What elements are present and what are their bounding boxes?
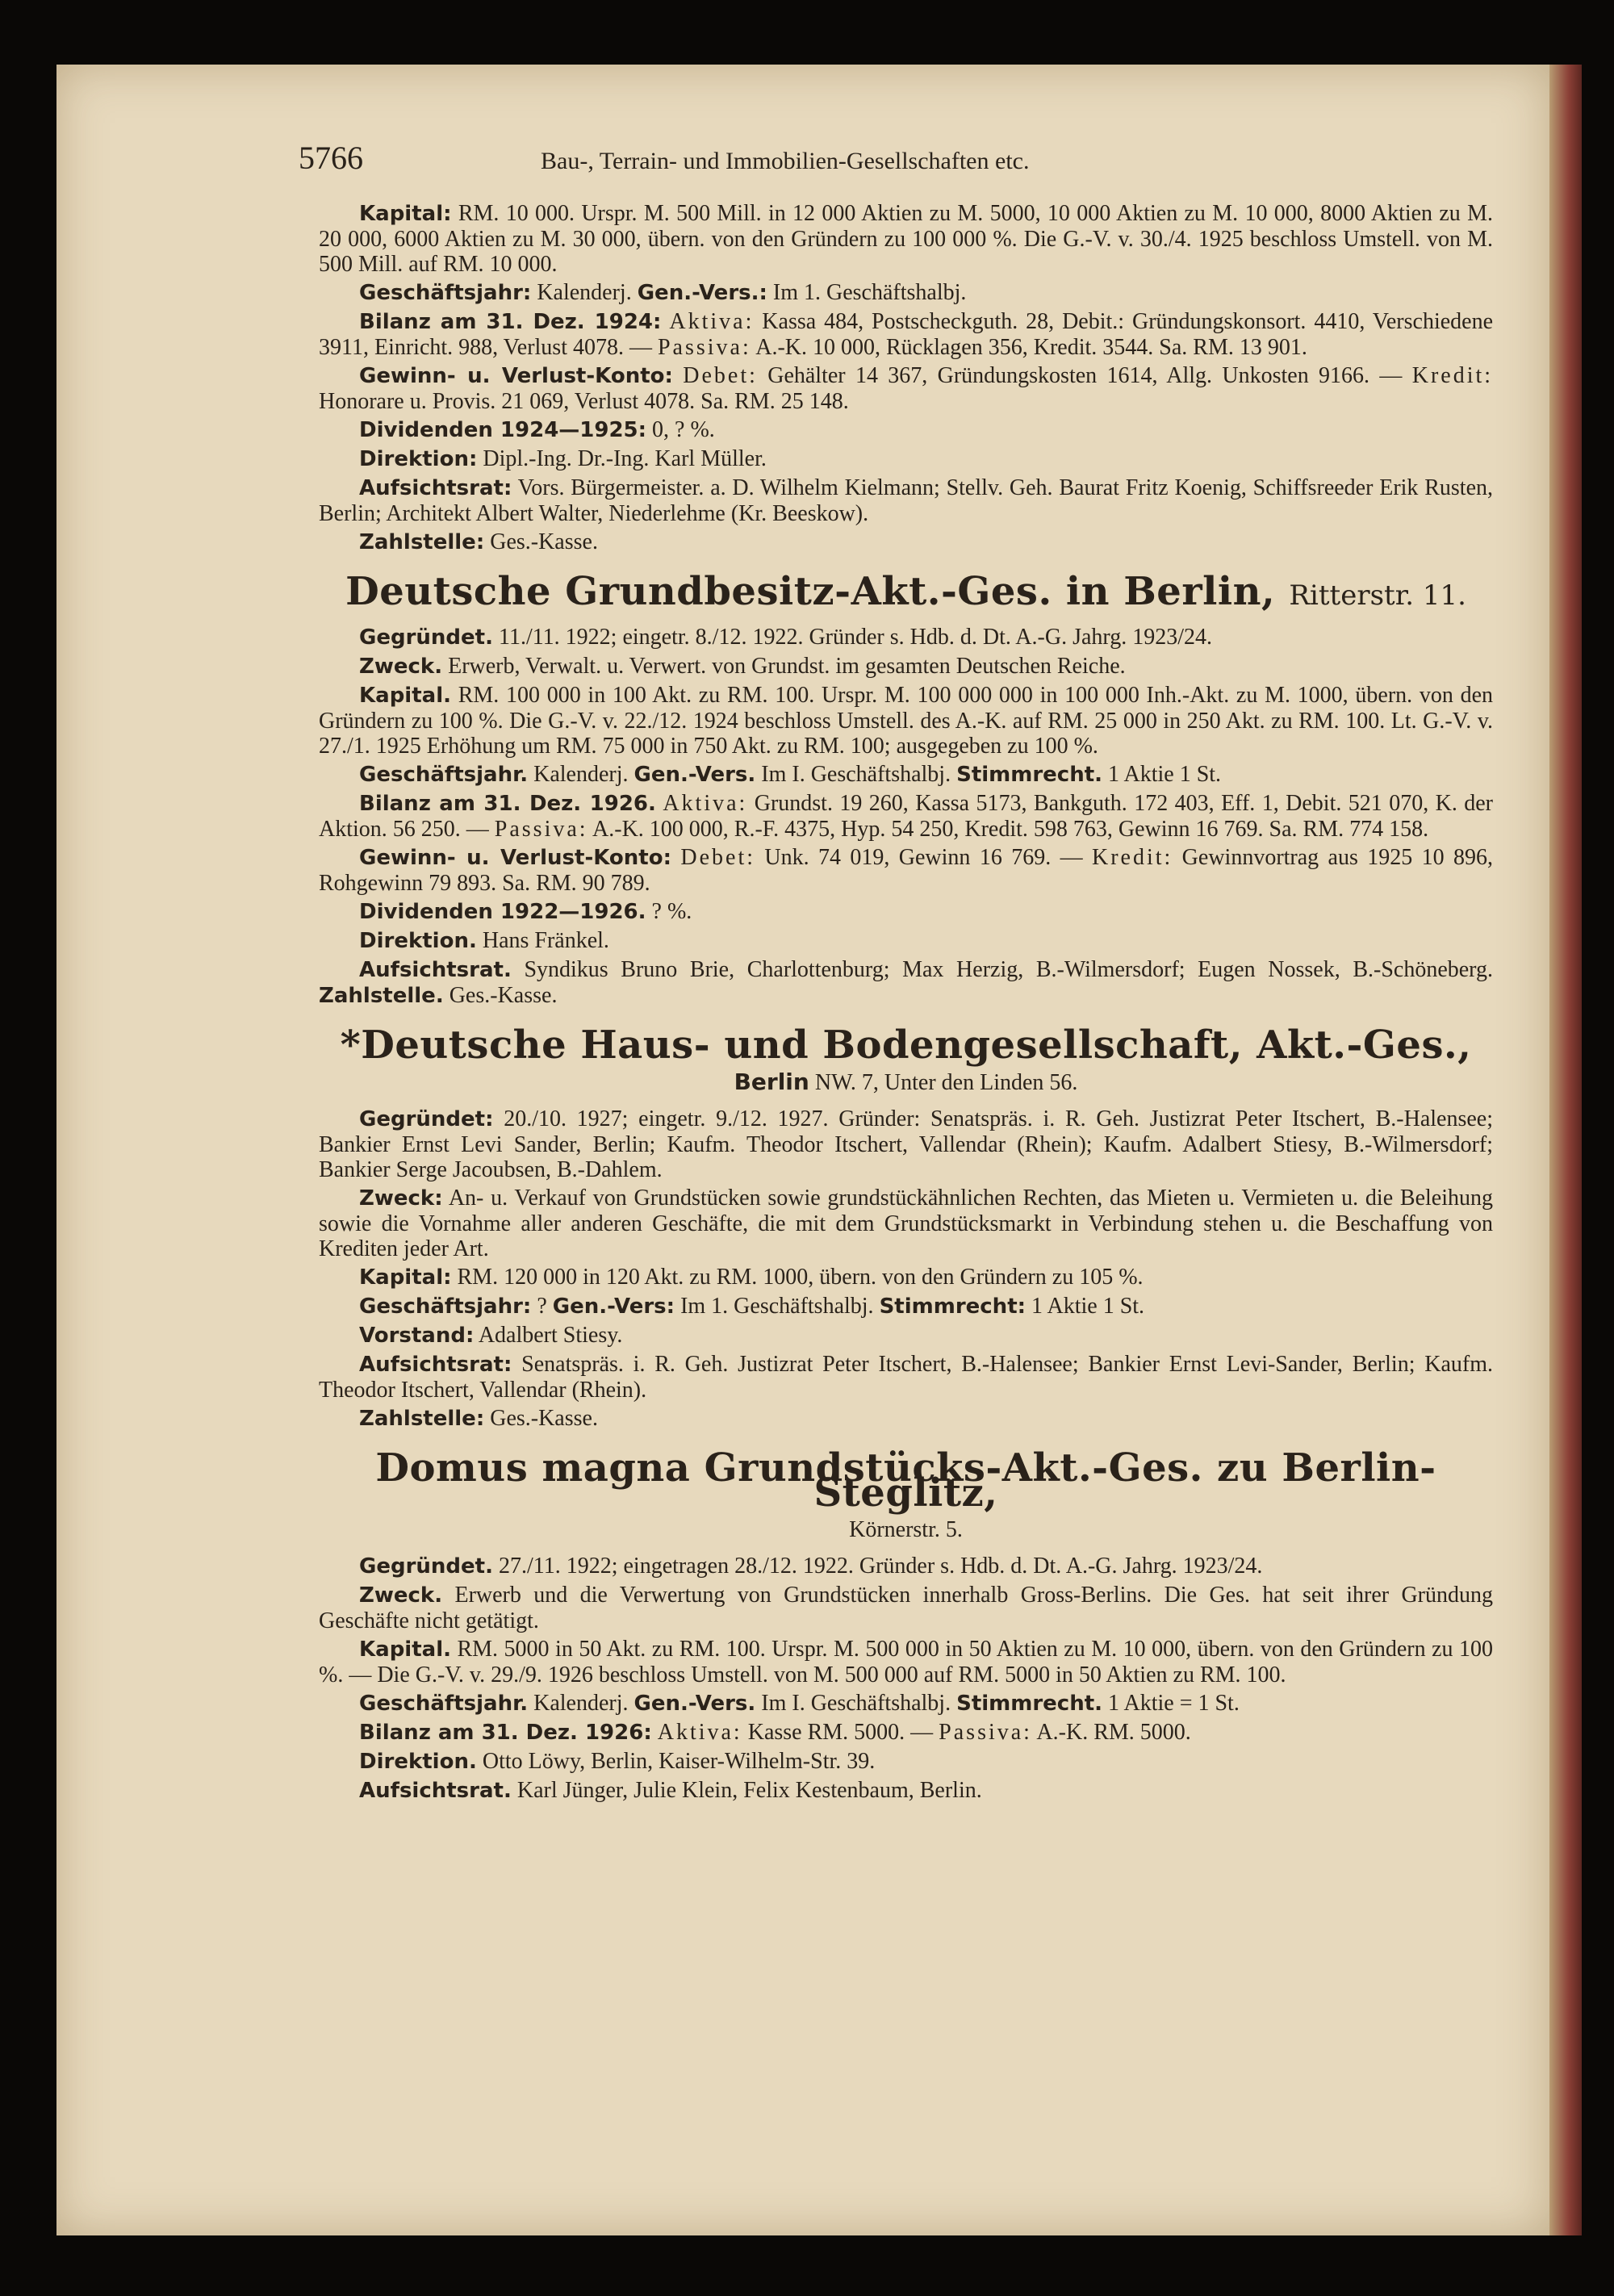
entry-1-aufsichtsrat: Aufsichtsrat: Vors. Bürgermeister. a. D. Wilhelm Kielmann; Stellv. Geh. Baurat Fritz Koenig, Schiffsreeder Erik Rusten, Berlin; Architekt Albert Walter, Niederlehme (Kr. Beeskow). xyxy=(319,475,1493,526)
entry-1-bilanz: Bilanz am 31. Dez. 1924: Aktiva: Kassa 484, Postscheckguth. 28, Debit.: Gründungskonsort. 4410, Verschiedene 3911, Einricht. 988, Verlust 4078. — Passiva: A.-K. 10 000, Rücklagen 356, Kredit. 3544. Sa. RM. 13 901. xyxy=(319,309,1494,360)
entry-2-bilanz: Bilanz am 31. Dez. 1926. Aktiva: Grundst. 19 260, Kassa 5173, Bankguth. 172 403, Eff. 1, Debit. 521 070, K. der Aktion. 56 250. — Passiva: A.-K. 100 000, R.-F. 4375, Hyp. 54 250, Kredit. 598 763, Gewinn 16 769. Sa. RM. 774 158. xyxy=(319,791,1494,842)
entry-2-zweck: Zweck. Erwerb, Verwalt. u. Verwert. von Grundst. im gesamten Deutschen Reiche. xyxy=(359,654,1126,679)
entry-4 xyxy=(319,1445,1494,1804)
entry-3-zweck: Zweck: An- u. Verkauf von Grundstücken sowie grundstückähnlichen Rechten, das Mieten u. Vermieten u. die Beleihung sowie die Vornahme aller anderen Geschäfte, die mit dem Grundstücksmarkt in Verbindung stehen u. die Beschaffung von Krediten jeder Art. xyxy=(319,1186,1493,1261)
book-edge xyxy=(1549,65,1582,2235)
entry-4-aufsichtsrat: Aufsichtsrat. Karl Jünger, Julie Klein, Felix Kestenbaum, Berlin. xyxy=(359,1778,982,1803)
entry-1-zahlstelle: Zahlstelle: Ges.-Kasse. xyxy=(359,529,598,554)
entry-1-kapital: Kapital: RM. 10 000. Urspr. M. 500 Mill. in 12 000 Aktien zu M. 5000, 10 000 Aktien zu M. 10 000, 8000 Aktien zu M. 20 000, 6000 Aktien zu M. 30 000, übern. von den Gründern zu 100 000 %. Die G.-V. v. 30./4. 1925 beschloss Umstell. von M. 500 Mill. auf RM. 10 000. xyxy=(319,201,1494,277)
entry-1-dividenden: Dividenden 1924—1925: 0, ? %. xyxy=(359,417,715,442)
entry-3 xyxy=(319,1023,1493,1432)
entry-2-title: Deutsche Grundbesitz-Akt.-Ges. in Berlin, Ritterstr. 11. xyxy=(345,569,1466,614)
entry-2-direktion: Direktion. Hans Fränkel. xyxy=(359,928,609,953)
entry-2-dividenden: Dividenden 1922—1926. ? %. xyxy=(359,899,692,924)
entry-3-zahlstelle: Zahlstelle: Ges.-Kasse. xyxy=(359,1406,598,1431)
entry-2-aufsichtsrat: Aufsichtsrat. Syndikus Bruno Brie, Charlottenburg; Max Herzig, B.-Wilmersdorf; Eugen Nossek, B.-Schöneberg. Zahlstelle. Ges.-Kasse. xyxy=(319,957,1493,1008)
entry-1 xyxy=(319,201,1493,555)
entry-2 xyxy=(319,569,1494,1009)
entry-4-geschaeftsjahr: Geschäftsjahr. Kalenderj. Gen.-Vers. Im I. Geschäftshalbj. Stimmrecht. 1 Aktie = 1 St. xyxy=(359,1691,1240,1716)
entry-2-gegruendet: Gegründet. 11./11. 1922; eingetr. 8./12. 1922. Gründer s. Hdb. d. Dt. A.-G. Jahrg. 1923/24. xyxy=(359,625,1212,650)
page-number: 5766 xyxy=(299,140,363,176)
running-header xyxy=(299,140,1493,176)
entry-1-guv: Gewinn- u. Verlust-Konto: Debet: Gehälter 14 367, Gründungskosten 1614, Allg. Unkosten 9166. — Kredit: Honorare u. Provis. 21 069, Verlust 4078. Sa. RM. 25 148. xyxy=(319,363,1494,414)
entry-4-bilanz: Bilanz am 31. Dez. 1926: Aktiva: Kasse RM. 5000. — Passiva: A.-K. RM. 5000. xyxy=(359,1720,1191,1745)
entry-4-direktion: Direktion. Otto Löwy, Berlin, Kaiser-Wilhelm-Str. 39. xyxy=(359,1749,876,1774)
entry-2-kapital: Kapital. RM. 100 000 in 100 Akt. zu RM. 100. Urspr. M. 100 000 000 in 100 000 Inh.-Akt. zu M. 1000, übern. von den Gründern zu 100 %. Die G.-V. v. 22./12. 1924 beschloss Umstell. des A.-K. auf RM. 25 000 in 250 Akt. zu RM. 100. Lt. G.-V. v. 27./1. 1925 Erhöhung um RM. 75 000 in 750 Akt. zu RM. 100; ausgegeben zu 100 %. xyxy=(319,683,1493,759)
entry-3-aufsichtsrat: Aufsichtsrat: Senatspräs. i. R. Geh. Justizrat Peter Itschert, B.-Halensee; Bankier Ernst Levi-Sander, Berlin; Kaufm. Theodor Itschert, Vallendar (Rhein). xyxy=(319,1352,1493,1403)
page-text xyxy=(299,140,1494,1807)
entry-1-geschaeftsjahr: Geschäftsjahr: Kalenderj. Gen.-Vers.: Im 1. Geschäftshalbj. xyxy=(359,280,967,305)
entry-3-kapital: Kapital: RM. 120 000 in 120 Akt. zu RM. 1000, übern. von den Gründern zu 105 %. xyxy=(359,1265,1144,1290)
entry-2-guv: Gewinn- u. Verlust-Konto: Debet: Unk. 74 019, Gewinn 16 769. — Kredit: Gewinnvortrag aus 1925 10 896, Rohgewinn 79 893. Sa. RM. 90 789. xyxy=(319,845,1494,896)
entry-3-gegruendet: Gegründet: 20./10. 1927; eingetr. 9./12. 1927. Gründer: Senatspräs. i. R. Geh. Justizrat Peter Itschert, B.-Halensee; Bankier Ernst Levi Sander, Berlin; Kaufm. Theodor Itschert, Vallendar (Rhein); Kaufm. Adalbert Stiesy, B.-Wilmersdorf; Bankier Serge Jacoubsen, B.-Dahlem. xyxy=(319,1106,1493,1182)
entry-4-address: Körnerstr. 5. xyxy=(849,1517,963,1542)
entry-3-geschaeftsjahr: Geschäftsjahr: ? Gen.-Vers: Im 1. Geschäftshalbj. Stimmrecht: 1 Aktie 1 St. xyxy=(359,1294,1145,1319)
entry-4-zweck: Zweck. Erwerb und die Verwertung von Grundstücken innerhalb Gross-Berlins. Die Ges. hat seit ihrer Gründung Geschäfte nicht getätigt. xyxy=(319,1583,1494,1633)
entry-4-kapital: Kapital. RM. 5000 in 50 Akt. zu RM. 100. Urspr. M. 500 000 in 50 Aktien zu M. 10 000, übern. von den Gründern zu 100 %. — Die G.-V. v. 29./9. 1926 beschloss Umstell. von M. 500 000 auf RM. 5000 in 50 Aktien zu RM. 100. xyxy=(319,1637,1494,1687)
entry-3-address: Berlin NW. 7, Unter den Linden 56. xyxy=(734,1069,1078,1095)
entry-3-title: *Deutsche Haus- und Bodengesellschaft, Akt.-Ges., xyxy=(340,1023,1472,1068)
entry-1-direktion: Direktion: Dipl.-Ing. Dr.-Ing. Karl Müller. xyxy=(359,446,767,471)
entry-4-gegruendet: Gegründet. 27./11. 1922; eingetragen 28./12. 1922. Gründer s. Hdb. d. Dt. A.-G. Jahrg. 1923/24. xyxy=(359,1554,1263,1579)
entry-2-geschaeftsjahr: Geschäftsjahr. Kalenderj. Gen.-Vers. Im I. Geschäftshalbj. Stimmrecht. 1 Aktie 1 St. xyxy=(359,762,1222,787)
entry-3-vorstand: Vorstand: Adalbert Stiesy. xyxy=(359,1323,623,1348)
entry-4-title: Domus magna Grundstücks-Akt.-Ges. zu Berlin-Steglitz, xyxy=(375,1445,1436,1516)
running-title: Bau-, Terrain- und Immobilien-Gesellschaften etc. xyxy=(541,148,1030,174)
